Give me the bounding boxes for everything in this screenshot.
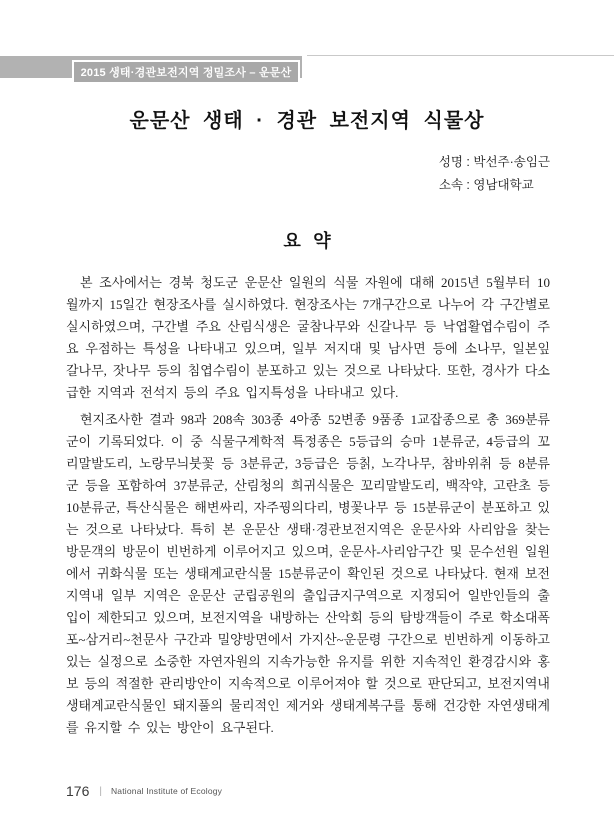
page-number: 176 [66, 783, 90, 799]
abstract-paragraph-1: 본 조사에서는 경북 청도군 운문산 일원의 식물 자원에 대해 2015년 5월부터 10월까지 15일간 현장조사를 실시하였다. 현장조사는 7개구간으로 나누어 각 구간별로 실시하였으며, 구간별 주요 산림식생은 굴참나무와 신갈나무 등 낙엽활엽수림이 주요 우점하는 특성을 나타내고 있으며, 일부 저지대 및 남사면 등에 소나무, 일본잎갈나무, 잣나무 등의 침엽수림이 분포하고 있는 것으로 나타났다. 또한, 경사가 다소 급한 지역과 전석지 등의 주요 입지특성을 나타내고 있다. [66, 275, 550, 400]
header-banner-label: 2015 생태·경관보전지역 정밀조사 – 운문산 [80, 67, 292, 79]
page-title: 운문산 생태 · 경관 보전지역 식물상 [129, 110, 485, 132]
author-name: 성명 : 박선주·송임근 [438, 155, 550, 169]
publisher-name: National Institute of Ecology [110, 786, 223, 796]
header-banner-box [72, 60, 300, 84]
author-block [439, 151, 550, 197]
header-rule-line [307, 55, 614, 56]
author-affiliation: 소속 : 영남대학교 [438, 178, 534, 192]
header-banner-bar [0, 56, 302, 78]
page-footer [66, 783, 222, 799]
abstract-heading: 요 약 [283, 231, 331, 251]
abstract-paragraph-2: 현지조사한 결과 98과 208속 303종 4아종 52변종 9품종 1교잡종으로 총 369분류군이 기록되었다. 이 중 식물구계학적 특정종은 5등급의 승마 1분류군, 4등급의 꼬리말발도리, 노랑무늬붓꽃 등 3분류군, 3등급은 등칡, 노각나무, 참바위취 등 8분류군 등을 포함하여 37분류군, 산림청의 희귀식물은 꼬리말발도리, 백작약, 고란초 등 10분류군, 특산식물은 해변싸리, 자주꿩의다리, 병꽃나무 등 15분류군이 분포하고 있는 것으로 나타났다. 특히 본 운문산 생태·경관보전지역은 운문사와 사리암을 찾는 방문객의 방문이 빈번하게 이루어지고 있으며, 운문사-사리암구간 및 문수선원 일원에서 귀화식물 또는 생태계교란식물 15분류군이 확인된 것으로 나타났다. 현재 보전지역내 일부 지역은 운문산 군립공원의 출입금지구역으로 지정되어 일반인들의 출입이 제한되고 있으며, 보전지역을 내방하는 산악회 등의 탐방객들이 주로 학소대폭포~삼거리~천문사 구간과 밀양방면에서 가지산~운문령 구간으로 빈번하게 이동하고 있는 실정으로 소중한 자연자원의 지속가능한 유지를 위한 지속적인 환경감시와 홍보 등의 적절한 관리방안이 지속적으로 이루어져야 할 것으로 판단되고, 보전지역내 생태계교란식물인 돼지풀의 물리적인 제거와 생태계복구를 통해 건강한 자연생태계를 유지할 수 있는 방안이 요구된다. [66, 412, 550, 735]
abstract-body [66, 272, 550, 744]
footer-divider: | [99, 785, 102, 797]
